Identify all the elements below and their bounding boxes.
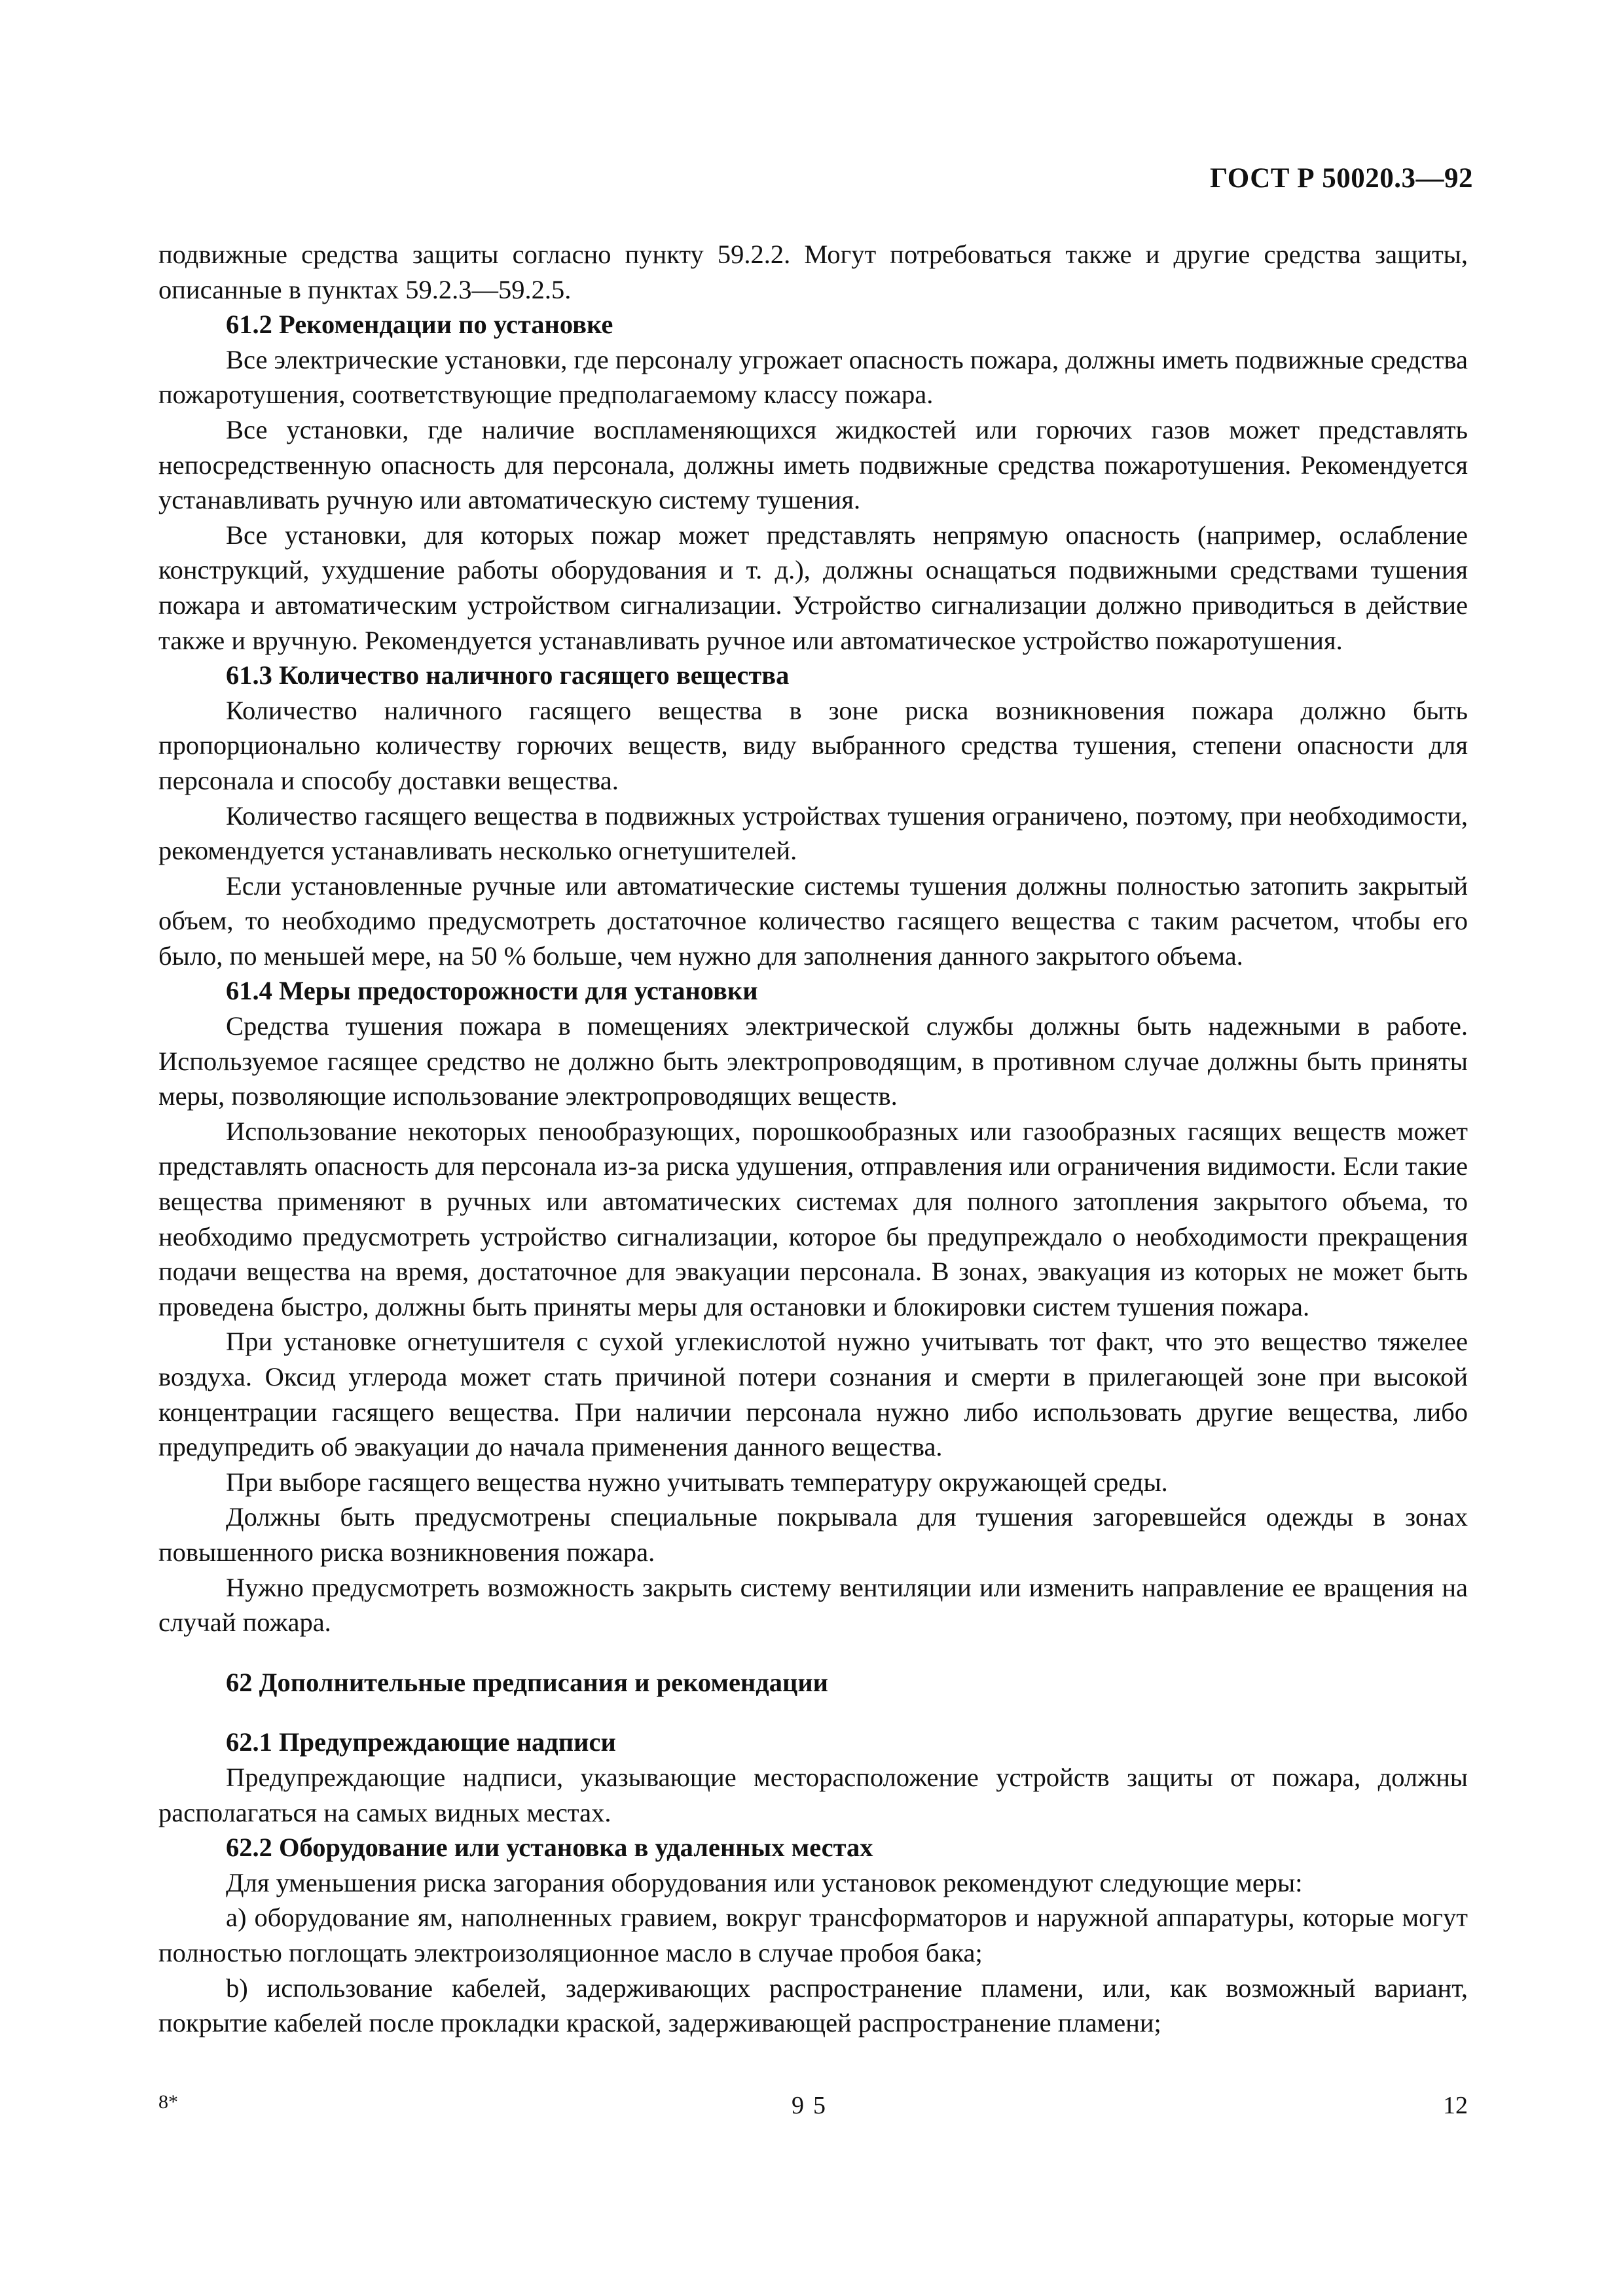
paragraph: Средства тушения пожара в помещениях электрической службы должны быть надежными в работе. Используемое гасящее средство не должно быть электропроводящим, в противном случае должны быть приняты меры, позволяющие использование электропроводящих веществ. bbox=[158, 1011, 1468, 1111]
signature-mark: 8* bbox=[158, 2091, 178, 2113]
paragraph: Должны быть предусмотрены специальные покрывала для тушения загоревшейся одежды в зонах повышенного риска возникновения пожара. bbox=[158, 1502, 1468, 1567]
paragraph: Для уменьшения риска загорания оборудования или установок рекомендуют следующие меры: bbox=[226, 1867, 1303, 1897]
paragraph: Все электрические установки, где персоналу угрожает опасность пожара, должны иметь подвижные средства пожаротушения, соответствующие предполагаемому классу пожара. bbox=[158, 344, 1468, 410]
section-heading: 62.2 Оборудование или установка в удаленных местах bbox=[226, 1833, 873, 1863]
paragraph: Все установки, для которых пожар может представлять непрямую опасность (например, ослабление конструкций, ухудшение работы оборудования и т. д.), должны оснащаться подвижными средствами тушения пожара и автоматическим устройством сигнализации. Устройство сигнализации должно приводиться в действие также и вручную. Рекомендуется устанавливать ручное или автоматическое устройство пожаротушения. bbox=[158, 520, 1468, 655]
paragraph: При выборе гасящего вещества нужно учитывать температуру окружающей среды. bbox=[226, 1467, 1168, 1497]
section-heading: 61.2 Рекомендации по установке bbox=[226, 310, 613, 340]
document-body bbox=[158, 237, 1468, 2041]
document-code: ГОСТ Р 50020.3—92 bbox=[1209, 163, 1473, 194]
section-heading: 62 Дополнительные предписания и рекомендации bbox=[226, 1667, 829, 1697]
paragraph: Использование некоторых пенообразующих, порошкообразных или газообразных гасящих веществ может представлять опасность для персонала из-за риска удушения, отправления или ограничения видимости. Если такие вещества применяют в ручных или автоматических системах для полного затопления закрытого объема, то необходимо предусмотреть устройство сигнализации, которое бы предупреждало о необходимости прекращения подачи вещества на время, достаточное для эвакуации персонала. В зонах, эвакуация из которых не может быть проведена быстро, должны быть приняты меры для остановки и блокировки систем тушения пожара. bbox=[158, 1116, 1468, 1321]
section-heading: 61.4 Меры предосторожности для установки bbox=[226, 976, 758, 1006]
paragraph: b) использование кабелей, задерживающих распространение пламени, или, как возможный вариант, покрытие кабелей после прокладки краской, задерживающей распространение пламени; bbox=[158, 1973, 1468, 2038]
paragraph: Все установки, где наличие воспламеняющихся жидкостей или горючих газов может представлять непосредственную опасность для персонала, должны иметь подвижные средства пожаротушения. Рекомендуется устанавливать ручную или автоматическую систему тушения. bbox=[158, 414, 1468, 515]
paragraph: Количество наличного гасящего вещества в зоне риска возникновения пожара должно быть пропорционально количеству горючих веществ, виду выбранного средства тушения, степени опасности для персонала и способу доставки вещества. bbox=[158, 695, 1468, 795]
page-footer bbox=[158, 2091, 1468, 2124]
section-heading: 62.1 Предупреждающие надписи bbox=[226, 1727, 616, 1757]
paragraph: Нужно предусмотреть возможность закрыть систему вентиляции или изменить направление ее вращения на случай пожара. bbox=[158, 1572, 1468, 1638]
page-number: 95 bbox=[792, 2092, 835, 2119]
paragraph: Предупреждающие надписи, указывающие месторасположение устройств защиты от пожара, должны располагаться на самых видных местах. bbox=[158, 1762, 1468, 1827]
paragraph: Если установленные ручные или автоматические системы тушения должны полностью затопить закрытый объем, то необходимо предусмотреть достаточное количество гасящего вещества с таким расчетом, чтобы его было, по меньшей мере, на 50 % больше, чем нужно для заполнения данного закрытого объема. bbox=[158, 870, 1468, 971]
paragraph: При установке огнетушителя с сухой углекислотой нужно учитывать тот факт, что это вещество тяжелее воздуха. Оксид углерода может стать причиной потери сознания и смерти в прилегающей зоне при высокой концентрации гасящего вещества. При наличии персонала нужно либо использовать другие вещества, либо предупредить об эвакуации до начала применения данного вещества. bbox=[158, 1327, 1468, 1462]
section-heading: 61.3 Количество наличного гасящего вещества bbox=[226, 660, 790, 691]
paragraph: подвижные средства защиты согласно пункту 59.2.2. Могут потребоваться также и другие средства защиты, описанные в пунктах 59.2.3—59.2.5. bbox=[158, 240, 1468, 304]
sheet-number: 12 bbox=[1443, 2092, 1468, 2119]
paragraph: a) оборудование ям, наполненных гравием, вокруг трансформаторов и наружной аппаратуры, которые могут полностью поглощать электроизоляционное масло в случае пробоя бака; bbox=[158, 1903, 1468, 1967]
paragraph: Количество гасящего вещества в подвижных устройствах тушения ограничено, поэтому, при необходимости, рекомендуется устанавливать несколько огнетушителей. bbox=[158, 800, 1468, 866]
